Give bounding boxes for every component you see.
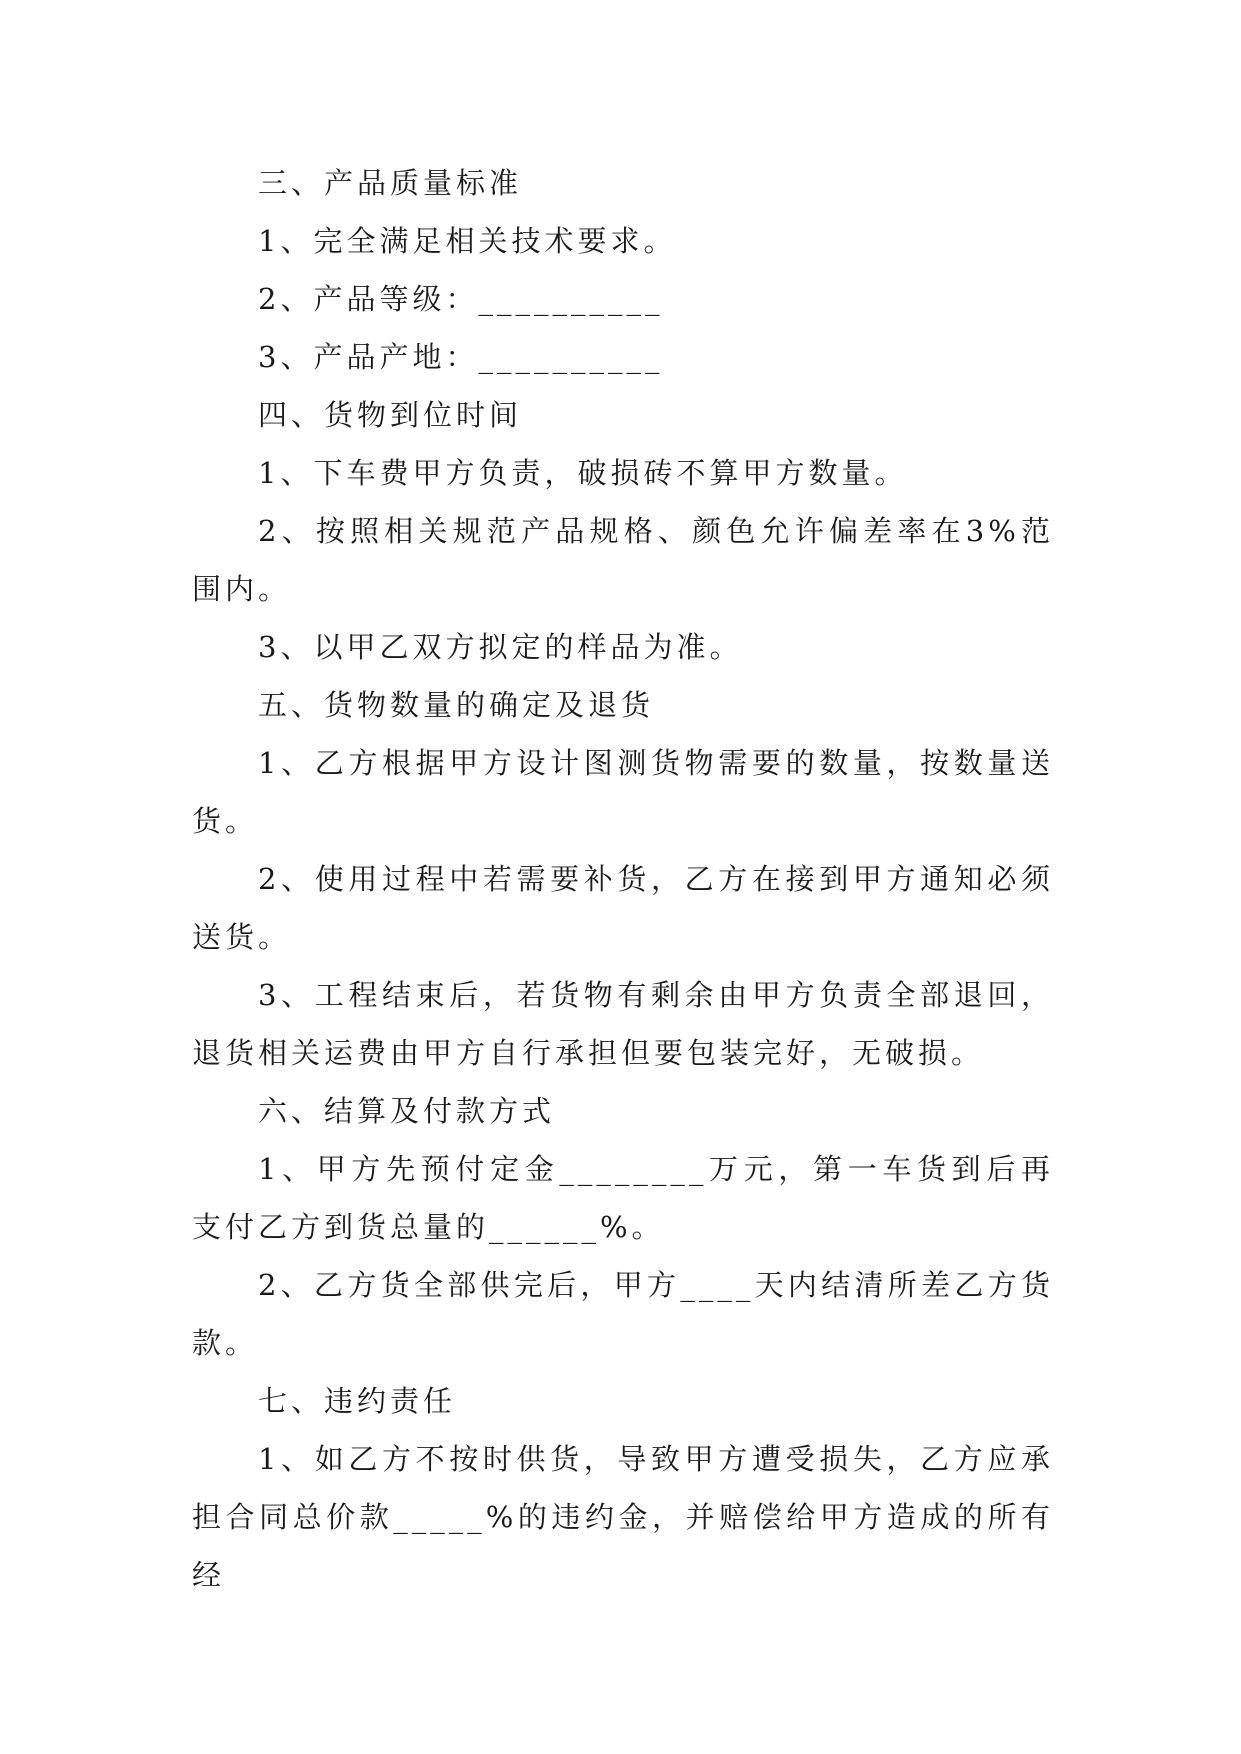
clause-paragraph: 1、甲方先预付定金________万元，第一车货到后再支付乙方到货总量的______%。	[192, 1152, 1054, 1244]
section-heading-delivery-time: 四、货物到位时间	[258, 398, 523, 432]
section-heading-quality-standard: 三、产品质量标准	[258, 166, 523, 200]
clause-paragraph: 1、完全满足相关技术要求。	[258, 224, 677, 258]
section-heading-liability: 七、违约责任	[258, 1384, 457, 1418]
section-heading-quantity-returns: 五、货物数量的确定及退货	[258, 688, 655, 722]
section-heading-settlement-payment: 六、结算及付款方式	[258, 1094, 556, 1128]
document-body	[192, 154, 1054, 1604]
clause-paragraph: 1、乙方根据甲方设计图测货物需要的数量，按数量送货。	[192, 746, 1054, 838]
clause-paragraph: 3、工程结束后，若货物有剩余由甲方负责全部退回，退货相关运费由甲方自行承担但要包装完好，无破损。	[192, 978, 1054, 1070]
clause-paragraph: 2、产品等级：__________	[258, 282, 664, 316]
clause-paragraph: 3、以甲乙双方拟定的样品为准。	[258, 630, 743, 664]
clause-paragraph: 3、产品产地：__________	[258, 340, 664, 374]
clause-paragraph: 1、如乙方不按时供货，导致甲方遭受损失，乙方应承担合同总价款_____%的违约金，并赔偿给甲方造成的所有经	[192, 1442, 1054, 1592]
clause-paragraph: 2、按照相关规范产品规格、颜色允许偏差率在3%范围内。	[192, 514, 1054, 606]
clause-paragraph: 2、使用过程中若需要补货，乙方在接到甲方通知必须送货。	[192, 862, 1054, 954]
clause-paragraph: 2、乙方货全部供完后，甲方____天内结清所差乙方货款。	[192, 1268, 1054, 1360]
clause-paragraph: 1、下车费甲方负责，破损砖不算甲方数量。	[258, 456, 908, 490]
